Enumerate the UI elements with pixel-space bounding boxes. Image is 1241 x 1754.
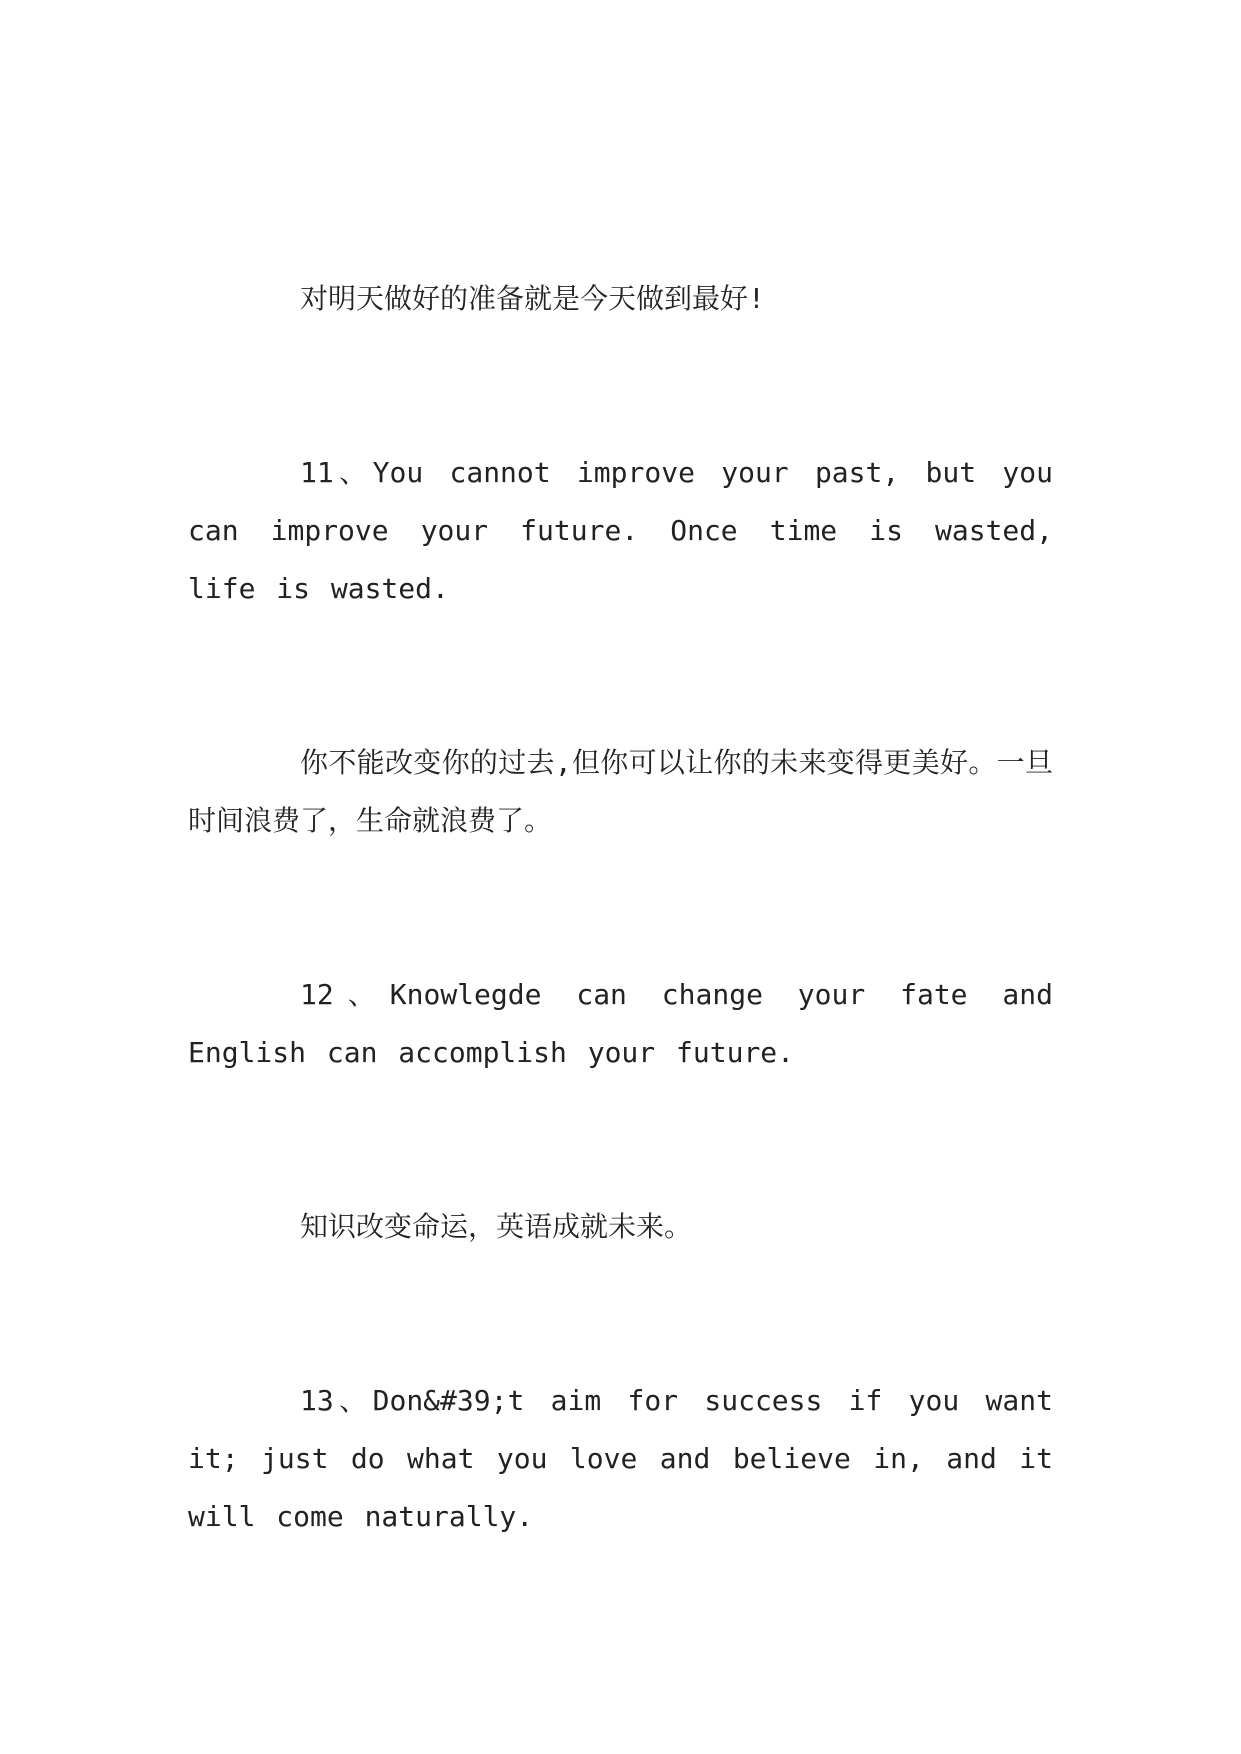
paragraph-gap	[188, 1256, 1053, 1372]
paragraph-gap	[188, 850, 1053, 966]
paragraph-13-en: 13、Don&#39;t aim for success if you want it; just do what you love and believe in, and it will come naturally.	[188, 1384, 1053, 1533]
paragraph-12-cn: 知识改变命运，英语成就未来。	[300, 1210, 693, 1243]
paragraph-11-en: 11、You cannot improve your past, but you can improve your future. Once time is wasted, life is wasted.	[188, 456, 1053, 605]
paragraph-gap	[188, 328, 1053, 444]
paragraph-gap	[188, 618, 1053, 734]
document-body	[188, 270, 1053, 1546]
paragraph-cn-prepare: 对明天做好的准备就是今天做到最好!	[300, 282, 765, 315]
paragraph-gap	[188, 1082, 1053, 1198]
paragraph-12-en: 12、Knowlegde can change your fate and English can accomplish your future.	[188, 978, 1053, 1069]
paragraph-11-cn: 你不能改变你的过去,但你可以让你的未来变得更美好。一旦时间浪费了，生命就浪费了。	[188, 746, 1053, 837]
